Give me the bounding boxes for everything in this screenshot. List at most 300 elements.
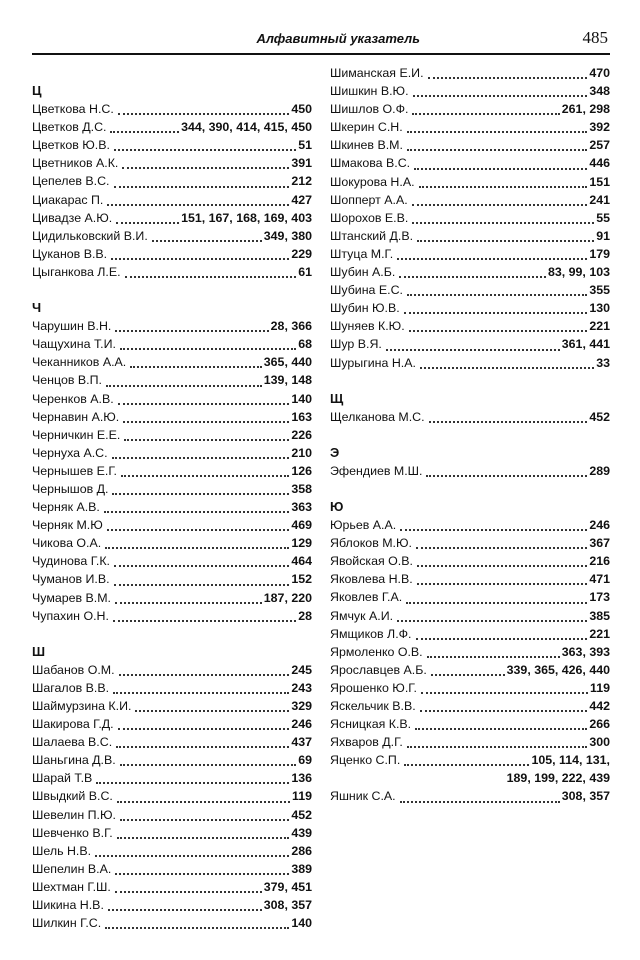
index-entry bbox=[32, 661, 312, 679]
index-entry bbox=[32, 245, 312, 263]
entry-name: Шкерин С.Н. bbox=[330, 120, 403, 135]
entry-pages-continuation: 189, 199, 222, 439 bbox=[506, 771, 610, 786]
index-entry bbox=[330, 136, 610, 154]
running-title: Алфавитный указатель bbox=[256, 31, 420, 46]
index-entry bbox=[330, 82, 610, 100]
entry-name: Щелканова М.С. bbox=[330, 409, 425, 424]
dot-leader bbox=[114, 186, 290, 188]
dot-leader bbox=[397, 258, 587, 260]
index-entry bbox=[32, 751, 312, 769]
index-entry bbox=[32, 824, 312, 842]
dot-leader bbox=[107, 204, 289, 206]
entry-pages: 140 bbox=[291, 916, 312, 931]
dot-leader bbox=[115, 602, 262, 604]
entry-name: Чарушин В.Н. bbox=[32, 319, 112, 334]
entry-name: Шубина Е.С. bbox=[330, 283, 403, 298]
dot-leader bbox=[417, 240, 594, 242]
index-entry bbox=[32, 715, 312, 733]
index-entry bbox=[330, 408, 610, 426]
index-entry bbox=[330, 462, 610, 480]
entry-name: Цветков Д.С. bbox=[32, 120, 107, 135]
entry-name: Шепелин В.А. bbox=[32, 861, 112, 876]
index-entry bbox=[32, 697, 312, 715]
entry-pages: 300 bbox=[589, 735, 610, 750]
entry-pages: 179 bbox=[589, 246, 610, 261]
entry-pages: 464 bbox=[291, 554, 312, 569]
section-letter: Ч bbox=[32, 300, 42, 316]
dot-leader bbox=[118, 403, 290, 405]
index-section bbox=[330, 64, 610, 372]
entry-name: Ямщиков Л.Ф. bbox=[330, 626, 412, 641]
dot-leader bbox=[112, 493, 289, 495]
index-entry bbox=[32, 371, 312, 389]
entry-name: Яблоков М.Ю. bbox=[330, 536, 412, 551]
entry-name: Чупахин О.Н. bbox=[32, 608, 109, 623]
dot-leader bbox=[105, 927, 289, 929]
index-entry bbox=[330, 227, 610, 245]
entry-pages: 55 bbox=[596, 210, 610, 225]
dot-leader bbox=[125, 276, 297, 278]
index-entry bbox=[330, 787, 610, 805]
entry-pages: 241 bbox=[589, 192, 610, 207]
dot-leader bbox=[409, 330, 588, 332]
entry-pages: 361, 441 bbox=[561, 337, 610, 352]
dot-leader bbox=[407, 746, 588, 748]
index-entry bbox=[32, 191, 312, 209]
entry-pages: 126 bbox=[291, 463, 312, 478]
entry-name: Шикина Н.В. bbox=[32, 898, 104, 913]
entry-pages: 129 bbox=[291, 536, 312, 551]
entry-pages: 163 bbox=[291, 409, 312, 424]
entry-pages: 216 bbox=[589, 554, 610, 569]
dot-leader bbox=[114, 149, 296, 151]
index-column-right bbox=[330, 64, 610, 806]
entry-name: Шарай Т.В bbox=[32, 771, 93, 786]
dot-leader bbox=[412, 113, 559, 115]
dot-leader bbox=[112, 457, 290, 459]
dot-leader bbox=[407, 294, 587, 296]
entry-pages: 437 bbox=[291, 735, 312, 750]
dot-leader bbox=[414, 168, 587, 170]
index-entry bbox=[330, 118, 610, 136]
index-entry bbox=[32, 860, 312, 878]
entry-name: Шишкин В.Ю. bbox=[330, 84, 409, 99]
entry-pages: 289 bbox=[589, 463, 610, 478]
dot-leader bbox=[113, 620, 296, 622]
entry-pages: 266 bbox=[589, 717, 610, 732]
entry-name: Яхваров Д.Г. bbox=[330, 735, 403, 750]
entry-name: Цветков Ю.В. bbox=[32, 138, 110, 153]
entry-pages: 69 bbox=[298, 753, 312, 768]
entry-pages: 105, 114, 131, bbox=[531, 753, 610, 768]
entry-name: Цидильковский В.И. bbox=[32, 228, 148, 243]
index-entry bbox=[32, 534, 312, 552]
index-entry bbox=[330, 281, 610, 299]
index-section bbox=[330, 390, 610, 426]
index-entry bbox=[32, 787, 312, 805]
index-entry bbox=[330, 209, 610, 227]
dot-leader bbox=[407, 149, 587, 151]
entry-pages: 229 bbox=[291, 246, 312, 261]
dot-leader bbox=[413, 95, 588, 97]
entry-name: Юрьев А.А. bbox=[330, 518, 397, 533]
entry-pages: 28, 366 bbox=[270, 319, 312, 334]
dot-leader bbox=[107, 529, 290, 531]
dot-leader bbox=[106, 385, 262, 387]
dot-leader bbox=[407, 131, 588, 133]
dot-leader bbox=[152, 240, 262, 242]
dot-leader bbox=[121, 475, 289, 477]
entry-name: Яшник С.А. bbox=[330, 789, 396, 804]
entry-pages: 286 bbox=[291, 843, 312, 858]
dot-leader bbox=[104, 511, 289, 513]
index-section bbox=[32, 82, 312, 281]
index-entry bbox=[330, 191, 610, 209]
entry-pages: 442 bbox=[589, 699, 610, 713]
index-entry bbox=[32, 878, 312, 896]
section-letter: Щ bbox=[330, 390, 344, 406]
index-entry bbox=[32, 589, 312, 607]
index-entry bbox=[32, 842, 312, 860]
entry-pages: 212 bbox=[291, 174, 312, 189]
dot-leader bbox=[110, 131, 179, 133]
index-entry bbox=[32, 896, 312, 914]
index-entry bbox=[330, 173, 610, 191]
index-entry bbox=[330, 354, 610, 372]
entry-pages: 68 bbox=[298, 337, 312, 352]
entry-name: Яковлев Г.А. bbox=[330, 590, 403, 605]
dot-leader bbox=[113, 692, 289, 694]
entry-name: Шевелин П.Ю. bbox=[32, 807, 116, 822]
entry-pages: 389 bbox=[291, 861, 312, 876]
index-entry bbox=[330, 607, 610, 625]
index-entry bbox=[32, 353, 312, 371]
entry-pages: 365, 440 bbox=[263, 355, 312, 370]
dot-leader bbox=[120, 348, 296, 350]
dot-leader bbox=[416, 638, 588, 640]
index-entry bbox=[330, 245, 610, 263]
entry-pages: 363, 393 bbox=[561, 644, 610, 659]
index-entry bbox=[32, 733, 312, 751]
entry-pages: 363 bbox=[291, 500, 312, 515]
entry-pages: 308, 357 bbox=[561, 789, 610, 804]
entry-name: Ямчук А.И. bbox=[330, 608, 394, 623]
entry-name: Шкинев В.М. bbox=[330, 138, 403, 153]
index-entry bbox=[32, 607, 312, 625]
index-entry bbox=[330, 733, 610, 751]
entry-name: Штуца М.Г. bbox=[330, 246, 394, 261]
entry-pages: 187, 220 bbox=[263, 590, 312, 605]
entry-name: Шубин Ю.В. bbox=[330, 301, 400, 316]
dot-leader bbox=[114, 565, 289, 567]
entry-name: Цивадзе А.Ю. bbox=[32, 210, 113, 225]
dot-leader bbox=[96, 782, 289, 784]
entry-name: Циакарас П. bbox=[32, 192, 104, 207]
entry-pages: 119 bbox=[590, 680, 610, 695]
index-entry bbox=[330, 552, 610, 570]
entry-name: Шмакова В.С. bbox=[330, 156, 411, 171]
dot-leader bbox=[417, 565, 587, 567]
index-entry bbox=[330, 299, 610, 317]
entry-pages: 243 bbox=[291, 680, 312, 695]
dot-leader bbox=[404, 764, 529, 766]
section-letter: Ц bbox=[32, 83, 42, 98]
entry-name: Ярошенко Ю.Г. bbox=[330, 680, 417, 695]
entry-pages: 119 bbox=[292, 789, 312, 804]
index-entry bbox=[330, 100, 610, 118]
entry-pages: 210 bbox=[291, 445, 312, 460]
index-entry bbox=[32, 516, 312, 534]
dot-leader bbox=[416, 547, 587, 549]
entry-name: Цветкова Н.С. bbox=[32, 102, 114, 117]
entry-pages: 385 bbox=[589, 608, 610, 623]
index-entry bbox=[330, 335, 610, 353]
index-section bbox=[330, 444, 610, 480]
index-section bbox=[32, 643, 312, 933]
section-letter: Ю bbox=[330, 498, 344, 514]
index-entry bbox=[330, 625, 610, 643]
entry-pages: 358 bbox=[291, 481, 312, 496]
entry-pages: 379, 451 bbox=[263, 879, 312, 894]
entry-name: Шаймурзина К.И. bbox=[32, 699, 132, 713]
entry-name: Шель Н.В. bbox=[32, 843, 92, 858]
dot-leader bbox=[124, 439, 289, 441]
entry-pages: 152 bbox=[291, 572, 312, 587]
entry-name: Шилкин Г.С. bbox=[32, 916, 102, 931]
index-entry bbox=[32, 462, 312, 480]
entry-name: Шаньгина Д.В. bbox=[32, 753, 116, 768]
entry-name: Цыганкова Л.Е. bbox=[32, 264, 121, 279]
entry-name: Чеканников А.А. bbox=[32, 355, 127, 370]
index-entry bbox=[330, 263, 610, 281]
dot-leader bbox=[421, 692, 588, 694]
index-entry bbox=[32, 209, 312, 227]
entry-name: Чуманов И.В. bbox=[32, 572, 110, 587]
entry-name: Шалаева В.С. bbox=[32, 735, 113, 750]
entry-pages: 151 bbox=[589, 174, 610, 189]
dot-leader bbox=[95, 855, 289, 857]
dot-leader bbox=[386, 349, 560, 351]
index-entry bbox=[32, 263, 312, 281]
index-entry bbox=[330, 64, 610, 82]
entry-pages: 367 bbox=[589, 536, 610, 551]
index-entry bbox=[330, 697, 610, 715]
entry-name: Шокурова Н.А. bbox=[330, 174, 415, 189]
dot-leader bbox=[116, 222, 179, 224]
index-entry bbox=[32, 914, 312, 932]
dot-leader bbox=[118, 113, 290, 115]
dot-leader bbox=[429, 421, 588, 423]
entry-name: Шурыгина Н.А. bbox=[330, 355, 416, 370]
dot-leader bbox=[415, 728, 587, 730]
dot-leader bbox=[111, 258, 289, 260]
entry-pages: 450 bbox=[291, 102, 312, 117]
entry-name: Шур В.Я. bbox=[330, 337, 382, 352]
entry-name: Шопперт А.А. bbox=[330, 192, 408, 207]
entry-name: Чернавин А.Ю. bbox=[32, 409, 120, 424]
entry-name: Чумарев В.М. bbox=[32, 590, 112, 605]
entry-pages: 257 bbox=[589, 138, 610, 153]
entry-pages: 344, 390, 414, 415, 450 bbox=[181, 120, 312, 135]
section-letter: Э bbox=[330, 444, 340, 460]
entry-name: Явойская О.В. bbox=[330, 554, 413, 569]
dot-leader bbox=[115, 330, 268, 332]
entry-name: Шагалов В.В. bbox=[32, 680, 110, 695]
entry-pages: 221 bbox=[589, 626, 610, 641]
dot-leader bbox=[114, 584, 290, 586]
dot-leader bbox=[428, 77, 588, 79]
entry-name: Шишлов О.Ф. bbox=[330, 102, 409, 117]
entry-pages: 261, 298 bbox=[561, 102, 610, 117]
entry-name: Цветников А.К. bbox=[32, 156, 119, 171]
index-entry bbox=[32, 498, 312, 516]
index-entry bbox=[330, 715, 610, 733]
index-entry bbox=[32, 154, 312, 172]
index-entry bbox=[32, 679, 312, 697]
entry-name: Шорохов Е.В. bbox=[330, 210, 409, 225]
index-entry bbox=[330, 534, 610, 552]
dot-leader bbox=[120, 764, 296, 766]
entry-pages: 245 bbox=[291, 662, 312, 677]
entry-name: Ясницкая К.В. bbox=[330, 717, 412, 732]
dot-leader bbox=[399, 276, 546, 278]
entry-pages: 83, 99, 103 bbox=[547, 265, 610, 280]
dot-leader bbox=[123, 421, 289, 423]
entry-pages: 469 bbox=[291, 518, 312, 533]
entry-name: Чудинова Г.К. bbox=[32, 554, 111, 569]
dot-leader bbox=[135, 710, 289, 712]
entry-pages: 246 bbox=[291, 717, 312, 732]
dot-leader bbox=[119, 674, 290, 676]
entry-name: Ченцов В.П. bbox=[32, 373, 102, 388]
dot-leader bbox=[400, 529, 587, 531]
dot-leader bbox=[427, 656, 560, 658]
entry-pages: 308, 357 bbox=[263, 898, 312, 913]
index-entry bbox=[32, 480, 312, 498]
entry-name: Яценко С.П. bbox=[330, 753, 401, 768]
entry-name: Чернышов Д. bbox=[32, 481, 109, 496]
index-entry bbox=[330, 751, 610, 769]
entry-name: Эфендиев М.Ш. bbox=[330, 463, 423, 478]
dot-leader bbox=[108, 909, 262, 911]
entry-pages: 348 bbox=[589, 84, 610, 99]
entry-pages: 329 bbox=[291, 699, 312, 713]
index-entry bbox=[32, 806, 312, 824]
entry-pages: 130 bbox=[589, 301, 610, 316]
entry-pages: 221 bbox=[589, 319, 610, 334]
entry-pages: 51 bbox=[298, 138, 312, 153]
index-column-left bbox=[32, 64, 312, 932]
entry-name: Черняк А.В. bbox=[32, 500, 100, 515]
entry-name: Черенков А.В. bbox=[32, 391, 114, 406]
index-entry bbox=[32, 100, 312, 118]
dot-leader bbox=[412, 204, 588, 206]
entry-pages: 470 bbox=[589, 66, 610, 80]
index-entry bbox=[32, 118, 312, 136]
index-entry bbox=[32, 335, 312, 353]
dot-leader bbox=[426, 475, 587, 477]
entry-pages: 61 bbox=[298, 264, 312, 279]
entry-pages: 151, 167, 168, 169, 403 bbox=[181, 210, 312, 225]
entry-pages: 91 bbox=[596, 228, 610, 243]
entry-name: Шевченко В.Г. bbox=[32, 825, 113, 840]
entry-pages: 439 bbox=[291, 825, 312, 840]
entry-pages: 391 bbox=[291, 156, 312, 171]
dot-leader bbox=[122, 167, 289, 169]
entry-name: Чернышев Е.Г. bbox=[32, 463, 117, 478]
entry-pages: 349, 380 bbox=[263, 228, 312, 243]
entry-name: Ярмоленко О.В. bbox=[330, 644, 423, 659]
entry-pages: 452 bbox=[589, 409, 610, 424]
entry-pages: 355 bbox=[589, 283, 610, 298]
entry-name: Швыдкий В.С. bbox=[32, 789, 113, 804]
page-number: 485 bbox=[582, 28, 608, 47]
entry-pages: 452 bbox=[291, 807, 312, 822]
dot-leader bbox=[105, 547, 289, 549]
index-section bbox=[330, 498, 610, 806]
entry-name: Шуняев К.Ю. bbox=[330, 319, 405, 334]
dot-leader bbox=[412, 222, 594, 224]
entry-pages: 226 bbox=[291, 427, 312, 442]
entry-pages: 446 bbox=[589, 156, 610, 171]
index-section bbox=[32, 299, 312, 625]
index-entry bbox=[32, 390, 312, 408]
entry-name: Шубин А.Б. bbox=[330, 265, 396, 280]
index-entry bbox=[330, 317, 610, 335]
entry-name: Чернуха А.С. bbox=[32, 445, 108, 460]
entry-pages: 33 bbox=[596, 355, 610, 370]
index-entry bbox=[32, 570, 312, 588]
dot-leader bbox=[130, 366, 262, 368]
index-entry bbox=[32, 227, 312, 245]
dot-leader bbox=[116, 746, 289, 748]
index-entry bbox=[32, 444, 312, 462]
index-entry bbox=[330, 588, 610, 606]
dot-leader bbox=[404, 312, 588, 314]
entry-pages: 427 bbox=[291, 192, 312, 207]
header-rule bbox=[32, 53, 610, 55]
dot-leader bbox=[431, 674, 505, 676]
dot-leader bbox=[406, 602, 587, 604]
dot-leader bbox=[419, 186, 588, 188]
index-entry bbox=[32, 552, 312, 570]
entry-pages: 339, 365, 426, 440 bbox=[506, 662, 610, 677]
index-entry bbox=[32, 172, 312, 190]
entry-name: Шабанов О.М. bbox=[32, 662, 115, 677]
entry-name: Чащухина Т.И. bbox=[32, 337, 116, 352]
section-letter: Ш bbox=[32, 643, 46, 659]
entry-name: Шакирова Г.Д. bbox=[32, 717, 114, 732]
entry-name: Цуканов В.В. bbox=[32, 246, 108, 261]
entry-name: Ярославцев А.Б. bbox=[330, 662, 427, 677]
entry-name: Черняк М.Ю bbox=[32, 518, 103, 533]
index-entry bbox=[330, 516, 610, 534]
dot-leader bbox=[420, 710, 588, 712]
index-entry bbox=[330, 679, 610, 697]
entry-name: Чикова О.А. bbox=[32, 536, 102, 551]
entry-pages: 136 bbox=[291, 771, 312, 786]
entry-pages: 28 bbox=[298, 608, 312, 623]
entry-name: Шиманская Е.И. bbox=[330, 66, 424, 80]
dot-leader bbox=[115, 891, 262, 893]
dot-leader bbox=[117, 837, 290, 839]
dot-leader bbox=[400, 801, 560, 803]
entry-name: Яскельчик В.В. bbox=[330, 699, 416, 713]
entry-pages: 140 bbox=[291, 391, 312, 406]
dot-leader bbox=[120, 819, 289, 821]
page-header bbox=[32, 28, 610, 52]
entry-name: Шехтман Г.Ш. bbox=[32, 879, 111, 894]
